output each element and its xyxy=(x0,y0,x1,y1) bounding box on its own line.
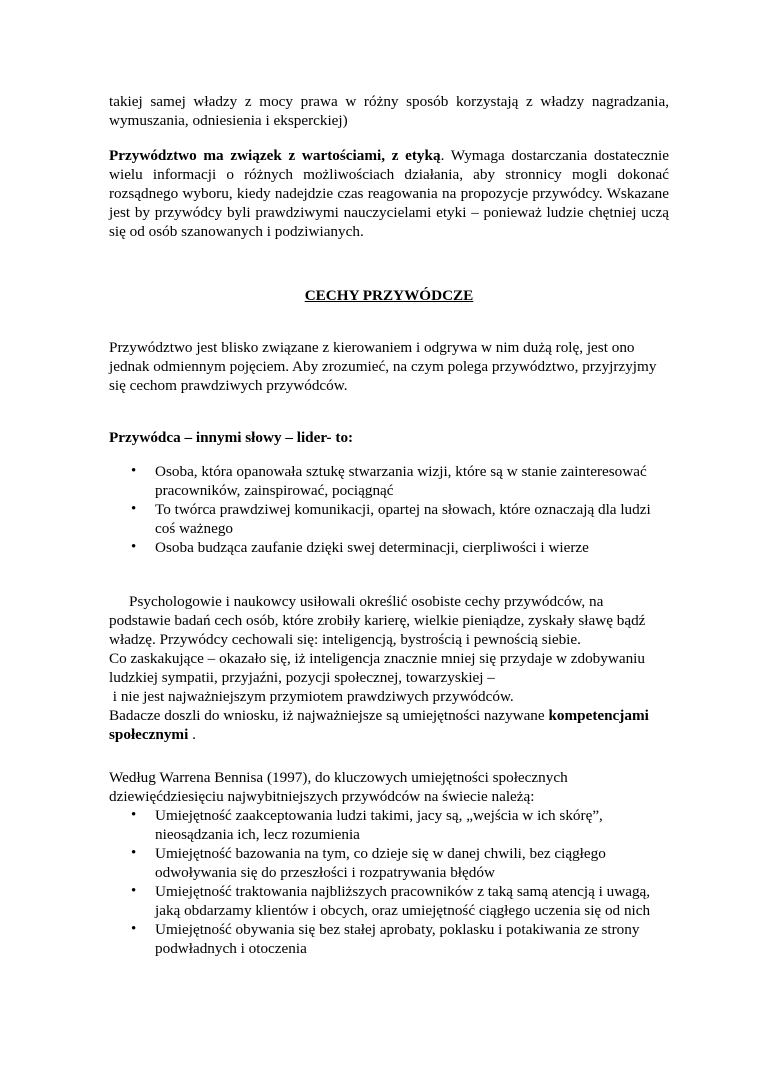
paragraph-authority xyxy=(109,92,669,130)
psych-line: i nie jest najważniejszym przymiotem prawdziwych przywódców. xyxy=(109,688,514,705)
list-item: • Umiejętność traktowania najbliższych pracowników z taką samą atencją i uwagą, jaką obdarzamy klientów i obcych, oraz umiejętność ciągłego uczenia się od nich xyxy=(109,882,669,920)
ethics-bold-phrase: Przywództwo ma związek z wartościami, z etyką xyxy=(109,147,441,164)
psych-period: . xyxy=(188,726,196,743)
intro-line: jednak odmiennym pojęciem. Aby zrozumieć, na czym polega przywództwo, przyjrzyjmy xyxy=(109,358,657,375)
list-item: • Umiejętność zaakceptowania ludzi takimi, jacy są, „wejścia w ich skórę”, nieosądzania ich, lecz rozumienia xyxy=(109,806,669,844)
psych-conclusion-text: Badacze doszli do wniosku, iż najważniejsze są umiejętności nazywane xyxy=(109,707,549,724)
list-item: • Umiejętność bazowania na tym, co dzieje się w danej chwili, bez ciągłego odwoływania się do przeszłości i rozpatrywania błędów xyxy=(109,844,669,882)
paragraph-authority-text: takiej samej władzy z mocy prawa w różny sposób korzystają z władzy nagradzania, wymuszania, odniesienia i eksperckiej) xyxy=(109,93,669,129)
bennis-line: Według Warrena Bennisa (1997), do kluczowych umiejętności społecznych xyxy=(109,769,568,786)
paragraph-psychologists xyxy=(109,592,669,744)
psych-line xyxy=(109,706,669,725)
psych-line: Psychologowie i naukowcy usiłowali określić osobiste cechy przywódców, na xyxy=(129,593,604,610)
section-heading: CECHY PRZYWÓDCZE xyxy=(304,287,474,304)
competencies-bold: kompetencjami xyxy=(548,707,649,724)
psych-line: ludzkiej sympatii, przyjaźni, pozycji społecznej, towarzyskiej – xyxy=(109,669,495,686)
leader-subheading: Przywódca – innymi słowy – lider- to: xyxy=(109,429,354,446)
ethics-text: . Wymaga dostarczania dostatecznie wielu informacji o różnych możliwościach działania, aby stronnicy mogli dokonać rozsądnego wyboru, kiedy nadejdzie czas reagowania na propozycje przywódcy. Wskazane jest by przywódcy byli prawdziwymi nauczycielami etyki – ponieważ ludzie chętniej uczą się od osób szanowanych i podziwianych. xyxy=(109,147,670,240)
list-item: • Osoba budząca zaufanie dzięki swej determinacji, cierpliwości i wierze xyxy=(109,538,669,557)
paragraph-bennis xyxy=(109,768,669,806)
social-skills-list xyxy=(109,806,669,958)
list-item: • Umiejętność obywania się bez stałej aprobaty, poklasku i potakiwania ze strony podwładnych i otoczenia xyxy=(109,920,669,958)
leader-traits-list xyxy=(109,462,669,557)
psych-line: władzę. Przywódcy cechowali się: inteligencją, bystrością i pewnością siebie. xyxy=(109,631,581,648)
psych-line: podstawie badań cech osób, które zrobiły karierę, wielkie pieniądze, zyskały sławę bądź xyxy=(109,612,646,629)
bennis-line: dziewięćdziesięciu najwybitniejszych przywódców na świecie należą: xyxy=(109,788,535,805)
list-item: • Osoba, która opanowała sztukę stwarzania wizji, które są w stanie zainteresować pracowników, zainspirować, pociągnąć xyxy=(109,462,669,500)
paragraph-intro xyxy=(109,338,669,395)
paragraph-ethics xyxy=(109,146,669,241)
psych-line: Co zaskakujące – okazało się, iż inteligencja znacznie mniej się przydaje w zdobywaniu xyxy=(109,650,645,667)
social-bold: społecznymi xyxy=(109,726,189,743)
psych-line xyxy=(109,725,669,744)
intro-line: się cechom prawdziwych przywódców. xyxy=(109,377,348,394)
list-item: • To twórca prawdziwej komunikacji, opartej na słowach, które oznaczają dla ludzi coś ważnego xyxy=(109,500,669,538)
intro-line: Przywództwo jest blisko związane z kierowaniem i odgrywa w nim dużą rolę, jest ono xyxy=(109,339,635,356)
